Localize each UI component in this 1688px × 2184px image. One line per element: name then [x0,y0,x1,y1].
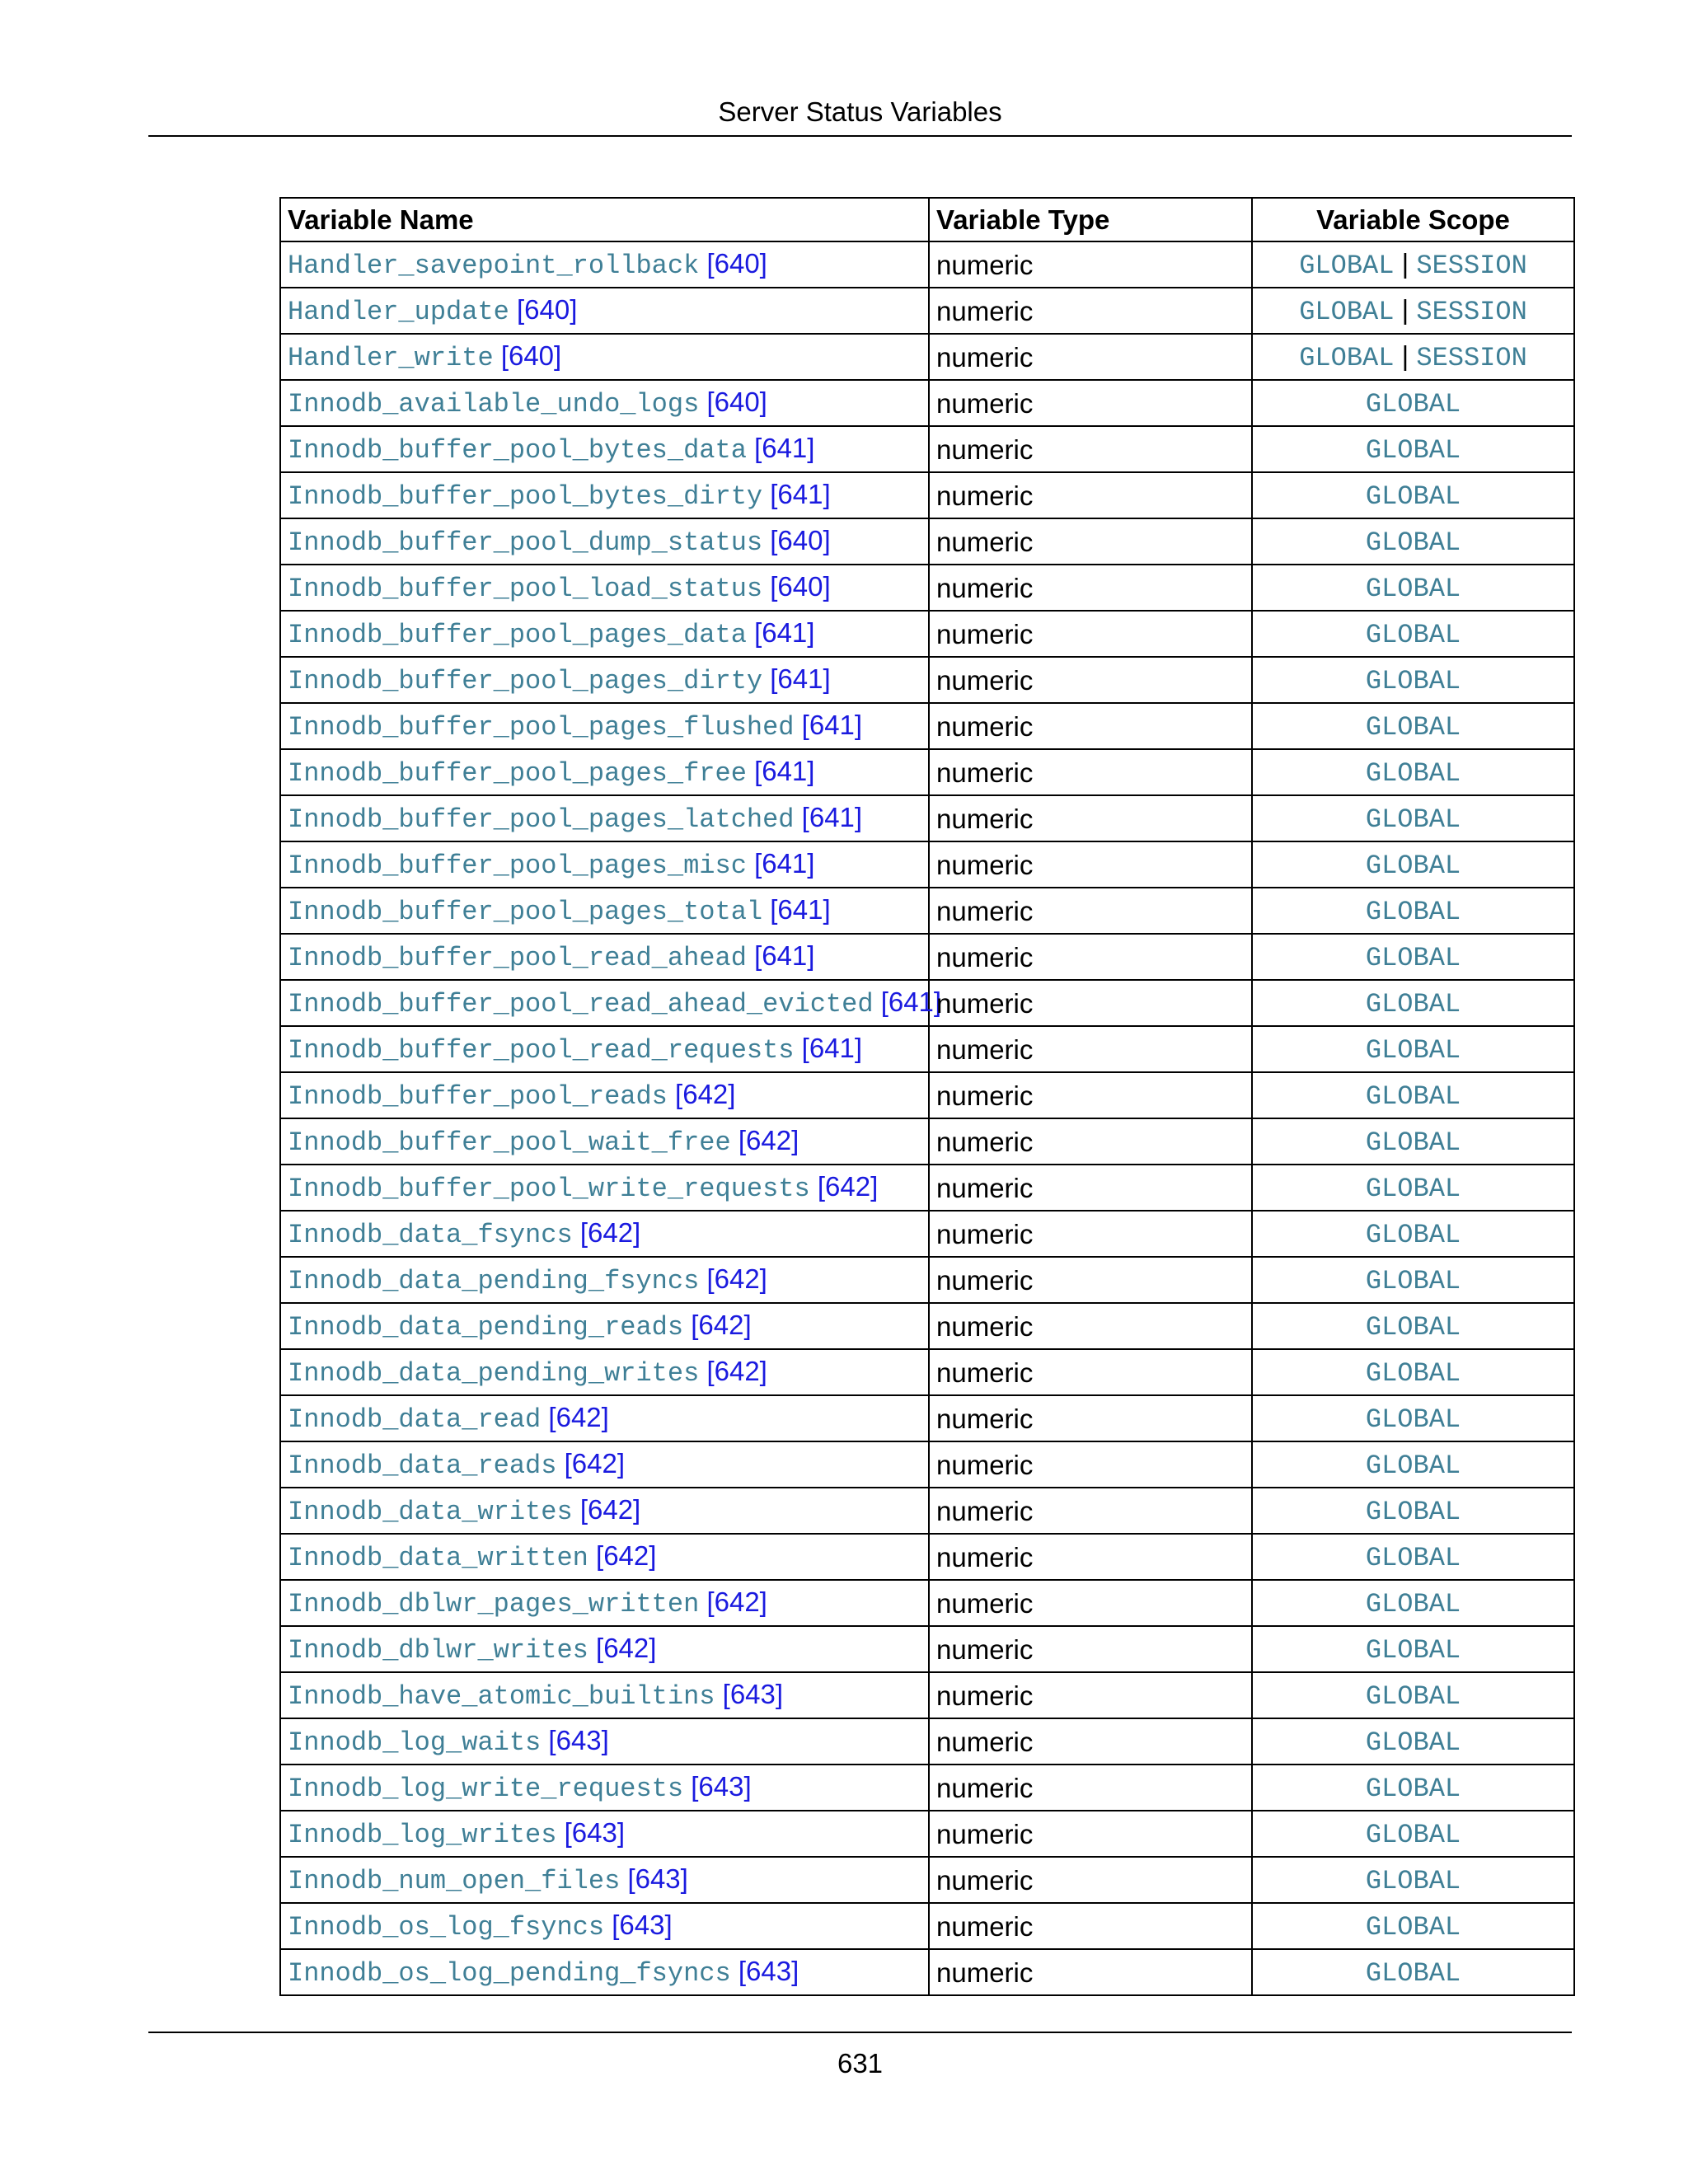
page-reference-link[interactable]: [640] [517,294,578,325]
variable-scope-cell [1252,426,1574,472]
table-row [280,1395,1574,1441]
variable-type-cell: numeric [929,1857,1252,1903]
table-header-row [280,198,1574,241]
variable-type-cell: numeric [929,1211,1252,1257]
page-reference-link[interactable]: [642] [738,1125,799,1155]
variable-name-link[interactable]: Innodb_buffer_pool_dump_status [288,527,763,558]
variable-type-cell: numeric [929,657,1252,703]
variable-scope-cell [1252,1765,1574,1811]
scope-link-global[interactable]: GLOBAL [1365,851,1461,881]
variable-name-link[interactable]: Innodb_buffer_pool_bytes_dirty [288,481,763,512]
variable-scope-cell [1252,1626,1574,1672]
scope-link-global[interactable]: GLOBAL [1365,1081,1461,1112]
variable-type-cell: numeric [929,1395,1252,1441]
variable-name-link[interactable]: Innodb_data_reads [288,1451,557,1481]
variable-type-cell: numeric [929,380,1252,426]
variable-name-link[interactable]: Innodb_buffer_pool_bytes_data [288,435,747,466]
scope-link-global[interactable]: GLOBAL [1365,435,1461,466]
variable-name-cell [280,1718,929,1765]
variable-type-cell: numeric [929,1765,1252,1811]
variable-name-link[interactable]: Innodb_buffer_pool_pages_data [288,620,747,650]
variable-name-cell [280,888,929,934]
variable-name-link[interactable]: Innodb_buffer_pool_pages_flushed [288,712,795,743]
scope-link-global[interactable]: GLOBAL [1365,1820,1461,1850]
scope-link-global[interactable]: GLOBAL [1365,758,1461,789]
scope-link-global[interactable]: GLOBAL [1365,1681,1461,1712]
scope-link-global[interactable]: GLOBAL [1365,989,1461,1019]
scope-separator: | [1394,248,1417,279]
column-header-variable-name: Variable Name [280,198,929,241]
variable-scope-cell [1252,334,1574,380]
variable-type-cell: numeric [929,1626,1252,1672]
variable-scope-cell [1252,1857,1574,1903]
variable-type-cell: numeric [929,749,1252,795]
variable-scope-cell [1252,1441,1574,1488]
variable-name-cell [280,472,929,518]
variable-scope-cell [1252,1903,1574,1949]
table-row [280,841,1574,888]
variable-name-cell [280,980,942,1026]
variable-name-cell [280,241,929,288]
variable-name-link[interactable]: Innodb_buffer_pool_load_status [288,574,763,604]
variable-name-link[interactable]: Innodb_buffer_pool_read_ahead [288,943,747,973]
scope-separator: | [1394,294,1417,325]
variable-scope-cell [1252,1026,1574,1072]
scope-link-session[interactable]: SESSION [1416,343,1527,373]
page-reference-link[interactable]: [643] [548,1725,609,1755]
scope-link-global[interactable]: GLOBAL [1365,1543,1461,1573]
table-row [280,565,1574,611]
variable-name-link[interactable]: Innodb_log_waits [288,1727,542,1758]
variable-name-cell [280,1672,929,1718]
table-row [280,1580,1574,1626]
variable-name-cell [280,657,929,703]
variable-scope-cell [1252,1395,1574,1441]
scope-link-global[interactable]: GLOBAL [1365,1866,1461,1896]
variable-type-cell: numeric [929,1026,1252,1072]
variable-name-link[interactable]: Innodb_log_write_requests [288,1774,684,1804]
page-reference-link[interactable]: [641] [770,663,831,694]
variable-name-link[interactable]: Innodb_buffer_pool_write_requests [288,1174,810,1204]
scope-link-global[interactable]: GLOBAL [1365,481,1461,512]
status-variables-table [279,197,1575,1996]
variable-type-cell: numeric [929,611,1252,657]
variable-scope-cell [1252,1165,1574,1211]
variable-scope-cell [1252,749,1574,795]
scope-link-session[interactable]: SESSION [1416,251,1527,281]
table-row [280,980,1574,1026]
variable-name-link[interactable]: Innodb_data_writes [288,1497,573,1527]
variable-scope-cell [1252,472,1574,518]
variable-name-link[interactable]: Innodb_num_open_files [288,1866,621,1896]
scope-link-global[interactable]: GLOBAL [1365,804,1461,835]
page-reference-link[interactable]: [641] [754,617,815,648]
table-row [280,934,1574,980]
variable-name-cell [280,934,929,980]
table-row [280,426,1574,472]
scope-link-global[interactable]: GLOBAL [1365,574,1461,604]
table-row [280,1026,1574,1072]
variable-type-cell: numeric [929,426,1252,472]
variable-scope-cell [1252,703,1574,749]
variable-name-cell [280,1026,929,1072]
variable-type-cell: numeric [929,1072,1252,1118]
variable-scope-cell [1252,1118,1574,1165]
variable-type-cell: numeric [929,1165,1252,1211]
variable-name-link[interactable]: Innodb_buffer_pool_pages_dirty [288,666,763,696]
scope-link-global[interactable]: GLOBAL [1365,1266,1461,1296]
variable-type-cell: numeric [929,1903,1252,1949]
variable-name-cell [280,749,929,795]
variable-type-cell: numeric [929,888,1252,934]
table-body [280,241,1574,1995]
scope-link-global[interactable]: GLOBAL [1299,251,1395,281]
variable-name-link[interactable]: Innodb_data_read [288,1404,542,1435]
variable-scope-cell [1252,611,1574,657]
table-row [280,288,1574,334]
variable-name-cell [280,1072,929,1118]
page-reference-link[interactable]: [642] [817,1171,879,1202]
table-row [280,749,1574,795]
variable-name-cell [280,1303,929,1349]
table-row [280,1072,1574,1118]
scope-link-global[interactable]: GLOBAL [1365,1912,1461,1943]
variable-name-cell [280,1349,929,1395]
variable-name-link[interactable]: Innodb_dblwr_pages_written [288,1589,700,1619]
variable-name-cell [280,611,929,657]
variable-scope-cell [1252,380,1574,426]
variable-type-cell: numeric [929,1257,1252,1303]
page-reference-link[interactable]: [642] [596,1633,657,1663]
variable-name-link[interactable]: Innodb_buffer_pool_pages_misc [288,851,747,881]
variable-name-link[interactable]: Innodb_log_writes [288,1820,557,1850]
scope-link-global[interactable]: GLOBAL [1365,712,1461,743]
table-row [280,1349,1574,1395]
variable-scope-cell [1252,888,1574,934]
variable-scope-cell [1252,288,1574,334]
variable-scope-cell [1252,518,1574,565]
variable-name-cell [280,565,929,611]
variable-name-cell [280,288,929,334]
variable-name-link[interactable]: Innodb_data_pending_reads [288,1312,684,1343]
variable-name-cell [280,1534,929,1580]
scope-link-global[interactable]: GLOBAL [1365,620,1461,650]
scope-link-global[interactable]: GLOBAL [1365,1958,1461,1989]
scope-link-global[interactable]: GLOBAL [1365,1312,1461,1343]
page-reference-link[interactable]: [643] [564,1817,626,1848]
scope-link-global[interactable]: GLOBAL [1365,1451,1461,1481]
page-reference-link[interactable]: [642] [579,1217,641,1248]
table-row [280,1903,1574,1949]
page-reference-link[interactable]: [641] [880,987,942,1017]
variable-scope-cell [1252,1303,1574,1349]
column-header-variable-type: Variable Type [929,198,1252,241]
variable-name-cell [280,1395,929,1441]
variable-type-cell: numeric [929,1303,1252,1349]
variable-name-link[interactable]: Handler_write [288,343,494,373]
variable-name-cell [280,841,929,888]
variable-type-cell: numeric [929,841,1252,888]
variable-scope-cell [1252,980,1574,1026]
variable-scope-cell [1252,1072,1574,1118]
page-number: 631 [837,2048,884,2079]
page-reference-link[interactable]: [643] [722,1679,784,1709]
scope-link-global[interactable]: GLOBAL [1365,527,1461,558]
page-reference-link[interactable]: [643] [612,1910,673,1940]
variable-name-link[interactable]: Innodb_data_pending_writes [288,1358,700,1389]
variable-name-link[interactable]: Innodb_buffer_pool_pages_latched [288,804,795,835]
table-row [280,1488,1574,1534]
variable-name-link[interactable]: Innodb_dblwr_writes [288,1635,588,1666]
variable-type-cell: numeric [929,1949,1252,1995]
scope-link-global[interactable]: GLOBAL [1365,1774,1461,1804]
variable-name-cell [280,703,929,749]
table-row [280,1626,1574,1672]
variable-type-cell: numeric [929,703,1252,749]
variable-scope-cell [1252,241,1574,288]
scope-link-global[interactable]: GLOBAL [1365,1220,1461,1250]
page-reference-link[interactable]: [641] [754,756,815,786]
variable-name-cell [280,1857,929,1903]
variable-name-link[interactable]: Innodb_buffer_pool_pages_free [288,758,747,789]
variable-name-link[interactable]: Innodb_buffer_pool_read_ahead_evicted [288,989,874,1019]
variable-type-cell: numeric [929,1718,1252,1765]
scope-link-global[interactable]: GLOBAL [1299,343,1395,373]
table-row [280,1534,1574,1580]
scope-link-global[interactable]: GLOBAL [1365,1497,1461,1527]
variable-scope-cell [1252,1580,1574,1626]
variable-name-cell [280,1949,929,1995]
variable-scope-cell [1252,1949,1574,1995]
variable-type-cell: numeric [929,1672,1252,1718]
page-reference-link[interactable]: [641] [754,848,815,879]
scope-link-global[interactable]: GLOBAL [1365,897,1461,927]
variable-name-cell [280,1441,929,1488]
variable-name-cell [280,1118,929,1165]
scope-link-global[interactable]: GLOBAL [1365,1358,1461,1389]
variable-type-cell: numeric [929,518,1252,565]
page-footer [148,2032,1572,2079]
table-row [280,1765,1574,1811]
table-row [280,657,1574,703]
variable-name-cell [280,1626,929,1672]
page-header-title: Server Status Variables [718,96,1002,127]
variable-name-link[interactable]: Innodb_buffer_pool_reads [288,1081,668,1112]
page-header [148,94,1572,137]
scope-link-global[interactable]: GLOBAL [1365,1127,1461,1158]
variable-name-cell [280,1580,929,1626]
table-row [280,380,1574,426]
scope-link-global[interactable]: GLOBAL [1365,1589,1461,1619]
table-row [280,703,1574,749]
variable-type-cell: numeric [929,1488,1252,1534]
table-row [280,795,1574,841]
page-reference-link[interactable]: [642] [706,1263,767,1294]
page-reference-link[interactable]: [640] [770,525,831,555]
scope-link-global[interactable]: GLOBAL [1365,1035,1461,1066]
page-reference-link[interactable]: [642] [691,1310,752,1340]
variable-type-cell: numeric [929,1580,1252,1626]
variable-scope-cell [1252,1211,1574,1257]
table-row [280,1672,1574,1718]
variable-name-link[interactable]: Innodb_buffer_pool_pages_total [288,897,763,927]
table-row [280,1949,1574,1995]
page-reference-link[interactable]: [640] [706,248,767,279]
table-row [280,1257,1574,1303]
variable-type-cell: numeric [929,980,1252,1026]
variable-name-cell [280,1211,929,1257]
variable-name-cell [280,1165,929,1211]
variable-type-cell: numeric [929,1811,1252,1857]
page-reference-link[interactable]: [642] [706,1586,767,1617]
table-row [280,888,1574,934]
scope-link-global[interactable]: GLOBAL [1365,1635,1461,1666]
variable-type-cell: numeric [929,1441,1252,1488]
page-reference-link[interactable]: [642] [596,1540,657,1571]
page-reference-link[interactable]: [641] [770,894,831,925]
table-row [280,1165,1574,1211]
page-reference-link[interactable]: [643] [691,1771,752,1802]
table-row [280,1303,1574,1349]
variable-name-cell [280,795,929,841]
variable-scope-cell [1252,657,1574,703]
table-row [280,1857,1574,1903]
variable-name-cell [280,1811,929,1857]
variable-scope-cell [1252,934,1574,980]
variable-name-link[interactable]: Innodb_os_log_fsyncs [288,1912,605,1943]
variable-type-cell: numeric [929,472,1252,518]
page-reference-link[interactable]: [641] [801,710,863,740]
page-reference-link[interactable]: [641] [801,802,863,832]
variable-name-link[interactable]: Innodb_data_pending_fsyncs [288,1266,700,1296]
variable-scope-cell [1252,1349,1574,1395]
scope-link-global[interactable]: GLOBAL [1299,297,1395,327]
table-row [280,472,1574,518]
page-reference-link[interactable]: [640] [500,340,562,371]
variable-name-cell [280,334,929,380]
variable-type-cell: numeric [929,1534,1252,1580]
variable-scope-cell [1252,1718,1574,1765]
variable-scope-cell [1252,1811,1574,1857]
variable-type-cell: numeric [929,934,1252,980]
variable-name-cell [280,380,929,426]
scope-link-global[interactable]: GLOBAL [1365,1404,1461,1435]
page-reference-link[interactable]: [641] [754,433,815,463]
variable-name-link[interactable]: Innodb_data_written [288,1543,588,1573]
variable-name-link[interactable]: Innodb_buffer_pool_wait_free [288,1127,731,1158]
page-reference-link[interactable]: [643] [627,1863,688,1894]
scope-separator: | [1394,340,1417,371]
variable-name-link[interactable]: Innodb_buffer_pool_read_requests [288,1035,795,1066]
page-reference-link[interactable]: [641] [754,940,815,971]
table-row [280,1718,1574,1765]
page-reference-link[interactable]: [642] [548,1402,609,1432]
scope-link-global[interactable]: GLOBAL [1365,389,1461,419]
variable-scope-cell [1252,1672,1574,1718]
variable-type-cell: numeric [929,334,1252,380]
variable-name-link[interactable]: Handler_update [288,297,509,327]
page-reference-link[interactable]: [642] [564,1448,626,1479]
table-row [280,611,1574,657]
scope-link-global[interactable]: GLOBAL [1365,943,1461,973]
page-reference-link[interactable]: [641] [801,1033,863,1063]
page-reference-link[interactable]: [643] [738,1956,799,1986]
page-reference-link[interactable]: [640] [770,571,831,602]
variable-name-cell [280,1903,929,1949]
page-reference-link[interactable]: [641] [770,479,831,509]
table-row [280,518,1574,565]
table-row [280,1118,1574,1165]
scope-link-global[interactable]: GLOBAL [1365,1174,1461,1204]
variable-scope-cell [1252,1534,1574,1580]
variable-name-link[interactable]: Handler_savepoint_rollback [288,251,700,281]
variable-name-cell [280,518,929,565]
table-row [280,1441,1574,1488]
table-row [280,334,1574,380]
page-reference-link[interactable]: [640] [706,387,767,417]
variable-name-link[interactable]: Innodb_data_fsyncs [288,1220,573,1250]
variable-type-cell: numeric [929,1349,1252,1395]
variable-name-link[interactable]: Innodb_os_log_pending_fsyncs [288,1958,731,1989]
variable-scope-cell [1252,565,1574,611]
scope-link-global[interactable]: GLOBAL [1365,1727,1461,1758]
variable-name-cell [280,1765,929,1811]
scope-link-session[interactable]: SESSION [1416,297,1527,327]
page-reference-link[interactable]: [642] [675,1079,736,1109]
column-header-variable-scope: Variable Scope [1252,198,1574,241]
variable-scope-cell [1252,841,1574,888]
variable-scope-cell [1252,1257,1574,1303]
scope-link-global[interactable]: GLOBAL [1365,666,1461,696]
variable-name-link[interactable]: Innodb_available_undo_logs [288,389,700,419]
variable-name-cell [280,426,929,472]
variable-name-cell [280,1488,929,1534]
table-row [280,1211,1574,1257]
variable-type-cell: numeric [929,288,1252,334]
variable-scope-cell [1252,1488,1574,1534]
variable-scope-cell [1252,795,1574,841]
variable-type-cell: numeric [929,565,1252,611]
variable-type-cell: numeric [929,1118,1252,1165]
variable-type-cell: numeric [929,241,1252,288]
table-row [280,1811,1574,1857]
variable-name-cell [280,1257,929,1303]
variable-name-link[interactable]: Innodb_have_atomic_builtins [288,1681,715,1712]
table-row [280,241,1574,288]
variable-type-cell: numeric [929,795,1252,841]
page-reference-link[interactable]: [642] [579,1494,641,1525]
page-reference-link[interactable]: [642] [706,1356,767,1386]
